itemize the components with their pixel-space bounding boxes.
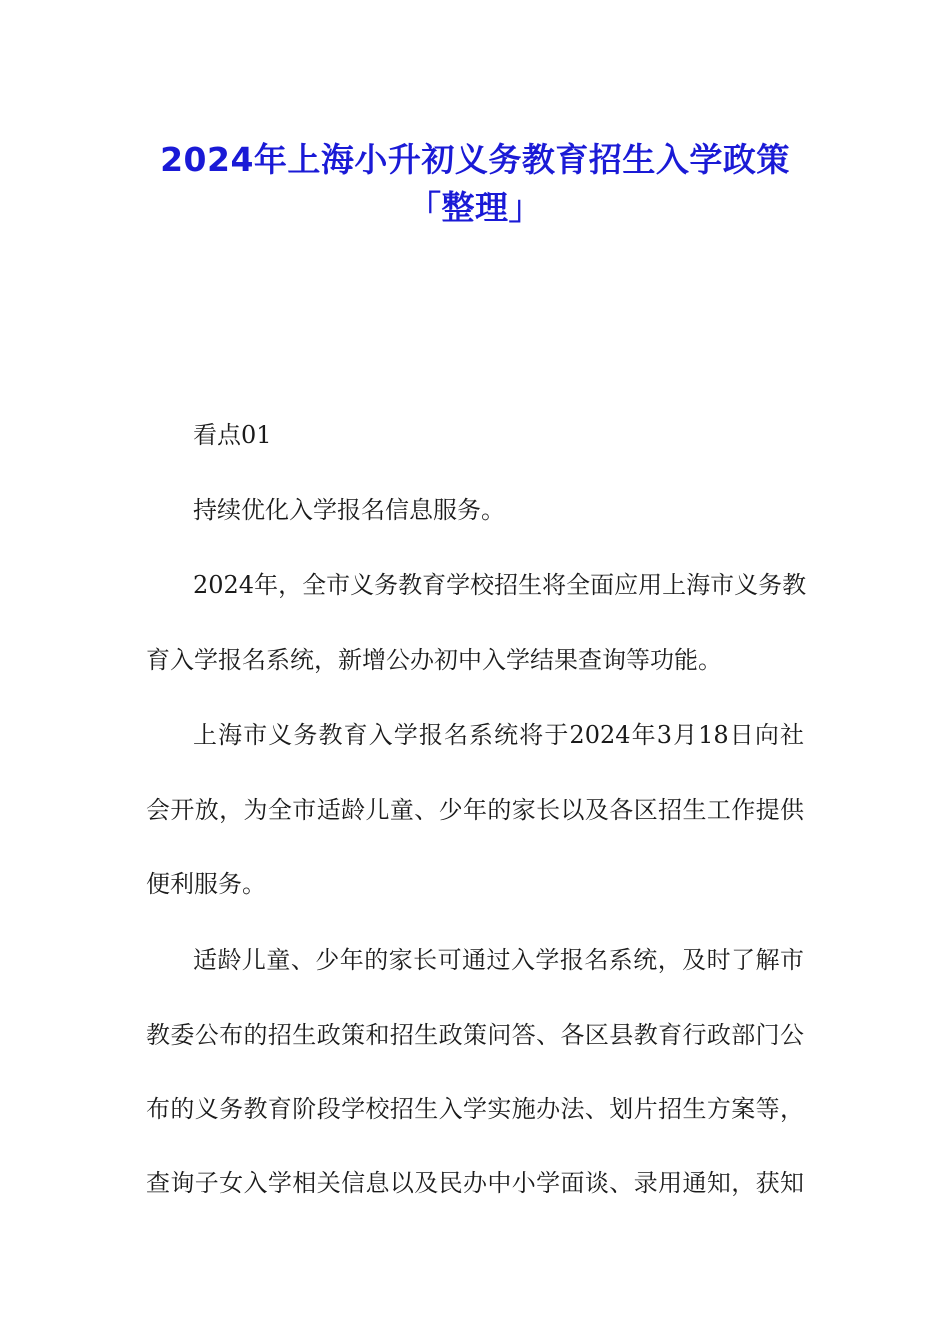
document-title-line-2: 「整理」: [408, 188, 542, 227]
paragraph-4-line-2: 教委公布的招生政策和招生政策问答、各区县教育行政部门公: [146, 1021, 804, 1049]
paragraph-4-line-4: 查询子女入学相关信息以及民办中小学面谈、录用通知，获知: [146, 1169, 804, 1197]
paragraph-2-line-1: 2024年，全市义务教育学校招生将全面应用上海市义务教: [193, 571, 807, 599]
paragraph-3-line-3: 便利服务。: [146, 870, 266, 898]
document-title-line-1: 2024年上海小升初义务教育招生入学政策: [160, 140, 790, 179]
paragraph-2-line-2: 育入学报名系统，新增公办初中入学结果查询等功能。: [146, 646, 722, 674]
paragraph-4-line-1: 适龄儿童、少年的家长可通过入学报名系统，及时了解市: [193, 946, 804, 974]
paragraph-3-line-2: 会开放，为全市适龄儿童、少年的家长以及各区招生工作提供: [146, 796, 804, 824]
paragraph-1: 持续优化入学报名信息服务。: [193, 496, 505, 524]
paragraph-4-line-3: 布的义务教育阶段学校招生入学实施办法、划片招生方案等，: [146, 1095, 804, 1123]
section-heading: 看点01: [193, 421, 272, 449]
paragraph-3-line-1: 上海市义务教育入学报名系统将于2024年3月18日向社: [193, 721, 804, 749]
